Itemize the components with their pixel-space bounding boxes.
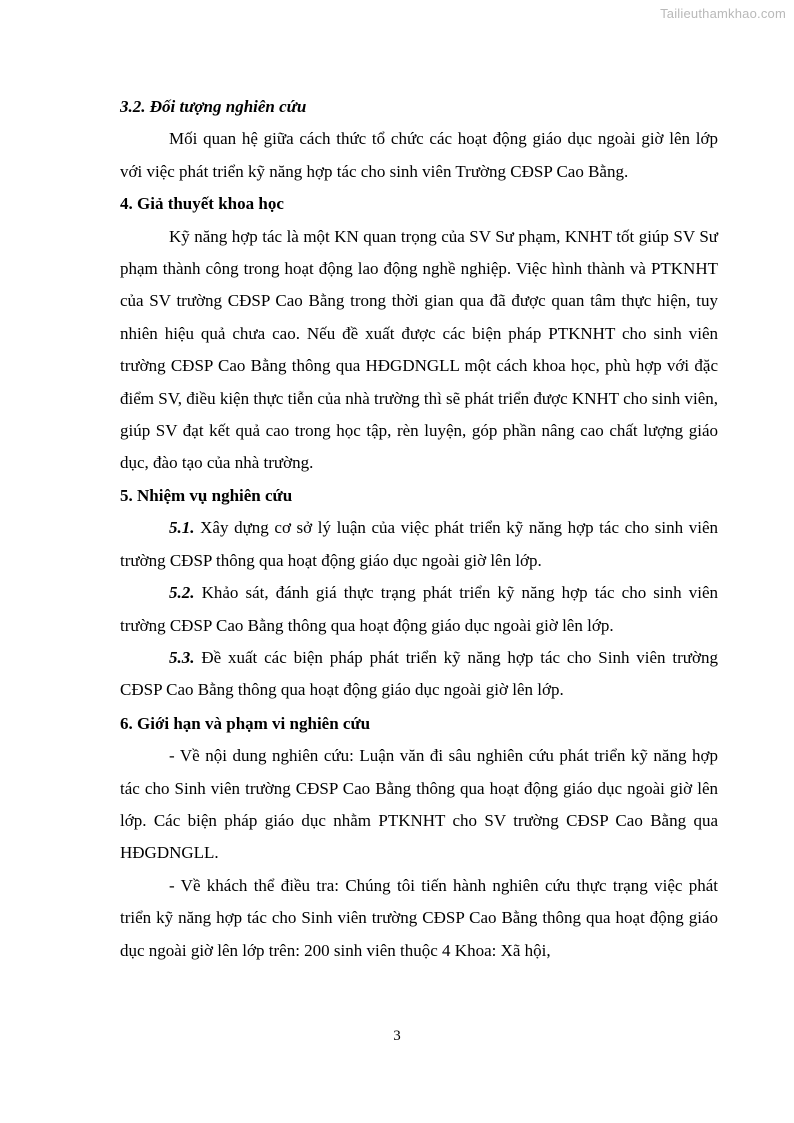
task-label: 5.3. bbox=[169, 647, 195, 667]
page-body bbox=[120, 91, 718, 967]
section-paragraph-4: Kỹ năng hợp tác là một KN quan trọng của SV Sư phạm, KNHT tốt giúp SV Sư phạm thành công trong hoạt động lao động nghề nghiệp. Việc hình thành và PTKNHT của SV trường CĐSP Cao Bằng trong thời gian qua đã được quan tâm thực hiện, tuy nhiên hiệu quả chưa cao. Nếu đề xuất được các biện pháp PTKNHT cho sinh viên trường CĐSP Cao Bằng thông qua HĐGDNGLL một cách khoa học, phù hợp với đặc điểm SV, điều kiện thực tiễn của nhà trường thì sẽ phát triển được KNHT cho sinh viên, giúp SV đạt kết quả cao trong học tập, rèn luyện, góp phần nâng cao chất lượng giáo dục, đào tạo của nhà trường. bbox=[120, 226, 718, 473]
section-paragraph-3-2: Mối quan hệ giữa cách thức tổ chức các hoạt động giáo dục ngoài giờ lên lớp với việc phát triển kỹ năng hợp tác cho sinh viên Trường CĐSP Cao Bằng. bbox=[120, 129, 718, 181]
task-item-5-1 bbox=[120, 512, 718, 577]
task-item-5-2 bbox=[120, 577, 718, 642]
scope-paragraph-subjects: - Về khách thể điều tra: Chúng tôi tiến hành nghiên cứu thực trạng việc phát triển kỹ năng hợp tác cho Sinh viên trường CĐSP Cao Bằng thông qua hoạt động giáo dục ngoài giờ lên lớp trên: 200 sinh viên thuộc 4 Khoa: Xã hội, bbox=[120, 875, 718, 960]
section-heading-6: 6. Giới hạn và phạm vi nghiên cứu bbox=[120, 713, 371, 733]
page-number: 3 bbox=[393, 1028, 401, 1044]
section-heading-3-2: 3.2. Đối tượng nghiên cứu bbox=[120, 97, 307, 116]
task-text: Khảo sát, đánh giá thực trạng phát triển kỹ năng hợp tác cho sinh viên trường CĐSP Cao Bằng thông qua hoạt động giáo dục ngoài giờ lên lớp. bbox=[120, 583, 718, 635]
task-text: Đề xuất các biện pháp phát triển kỹ năng hợp tác cho Sinh viên trường CĐSP Cao Bằng thông qua hoạt động giáo dục ngoài giờ lên lớp. bbox=[120, 647, 718, 700]
section-heading-4: 4. Giả thuyết khoa học bbox=[120, 194, 284, 214]
watermark: Tailieuthamkhao.com bbox=[660, 6, 786, 21]
task-label: 5.1. bbox=[169, 518, 195, 538]
section-heading-5: 5. Nhiệm vụ nghiên cứu bbox=[120, 485, 293, 505]
task-text: Xây dựng cơ sở lý luận của việc phát triển kỹ năng hợp tác cho sinh viên trường CĐSP thông qua hoạt động giáo dục ngoài giờ lên lớp. bbox=[120, 518, 719, 570]
task-label: 5.2. bbox=[169, 583, 195, 603]
task-item-5-3 bbox=[120, 642, 718, 707]
scope-paragraph-content: - Về nội dung nghiên cứu: Luận văn đi sâu nghiên cứu phát triển kỹ năng hợp tác cho Sinh viên trường CĐSP Cao Bằng thông qua hoạt động giáo dục ngoài giờ lên lớp. Các biện pháp giáo dục nhằm PTKNHT cho SV trường CĐSP Cao Bằng qua HĐGDNGLL. bbox=[120, 746, 718, 863]
